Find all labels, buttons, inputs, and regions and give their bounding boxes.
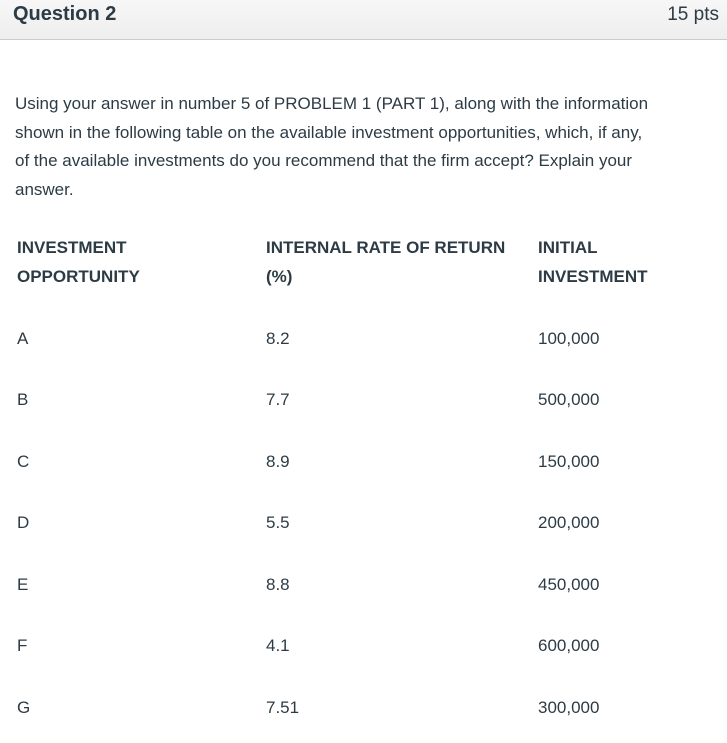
prompt-line: answer. [15,179,74,199]
header-investment-line1: INITIAL [538,238,598,257]
header-opportunity-line1: INVESTMENT [17,238,127,257]
cell-opportunity: B [17,390,29,409]
header-opportunity-line2: OPPORTUNITY [17,267,140,286]
cell-opportunity: A [17,329,29,348]
cell-investment: 200,000 [538,513,600,532]
cell-irr: 8.2 [266,329,290,348]
question-points: 15 pts [667,4,719,25]
question-prompt [15,90,715,204]
header-investment-line2: INVESTMENT [538,267,648,286]
cell-investment: 300,000 [538,698,600,717]
cell-opportunity: C [17,452,30,471]
header-irr-line2: (%) [266,267,293,286]
cell-irr: 5.5 [266,513,290,532]
cell-irr: 4.1 [266,636,290,655]
cell-investment: 100,000 [538,329,600,348]
cell-irr: 7.7 [266,390,290,409]
cell-irr: 7.51 [266,698,300,717]
cell-opportunity: D [17,513,30,532]
prompt-line: shown in the following table on the available investment opportunities, which, if any, [15,122,643,142]
cell-irr: 8.8 [266,575,290,594]
cell-investment: 450,000 [538,575,600,594]
prompt-line: Using your answer in number 5 of PROBLEM 1 (PART 1), along with the information [15,94,649,113]
cell-investment: 600,000 [538,636,600,655]
cell-investment: 500,000 [538,390,600,409]
question-title: Question 2 [13,3,117,25]
cell-opportunity: F [17,636,28,655]
cell-irr: 8.9 [266,452,290,471]
cell-opportunity: G [17,698,31,717]
prompt-line: of the available investments do you recommend that the firm accept? Explain your [15,151,633,170]
question-header [0,0,727,40]
header-irr-line1: INTERNAL RATE OF RETURN [266,238,506,257]
cell-opportunity: E [17,575,29,594]
cell-investment: 150,000 [538,452,600,471]
